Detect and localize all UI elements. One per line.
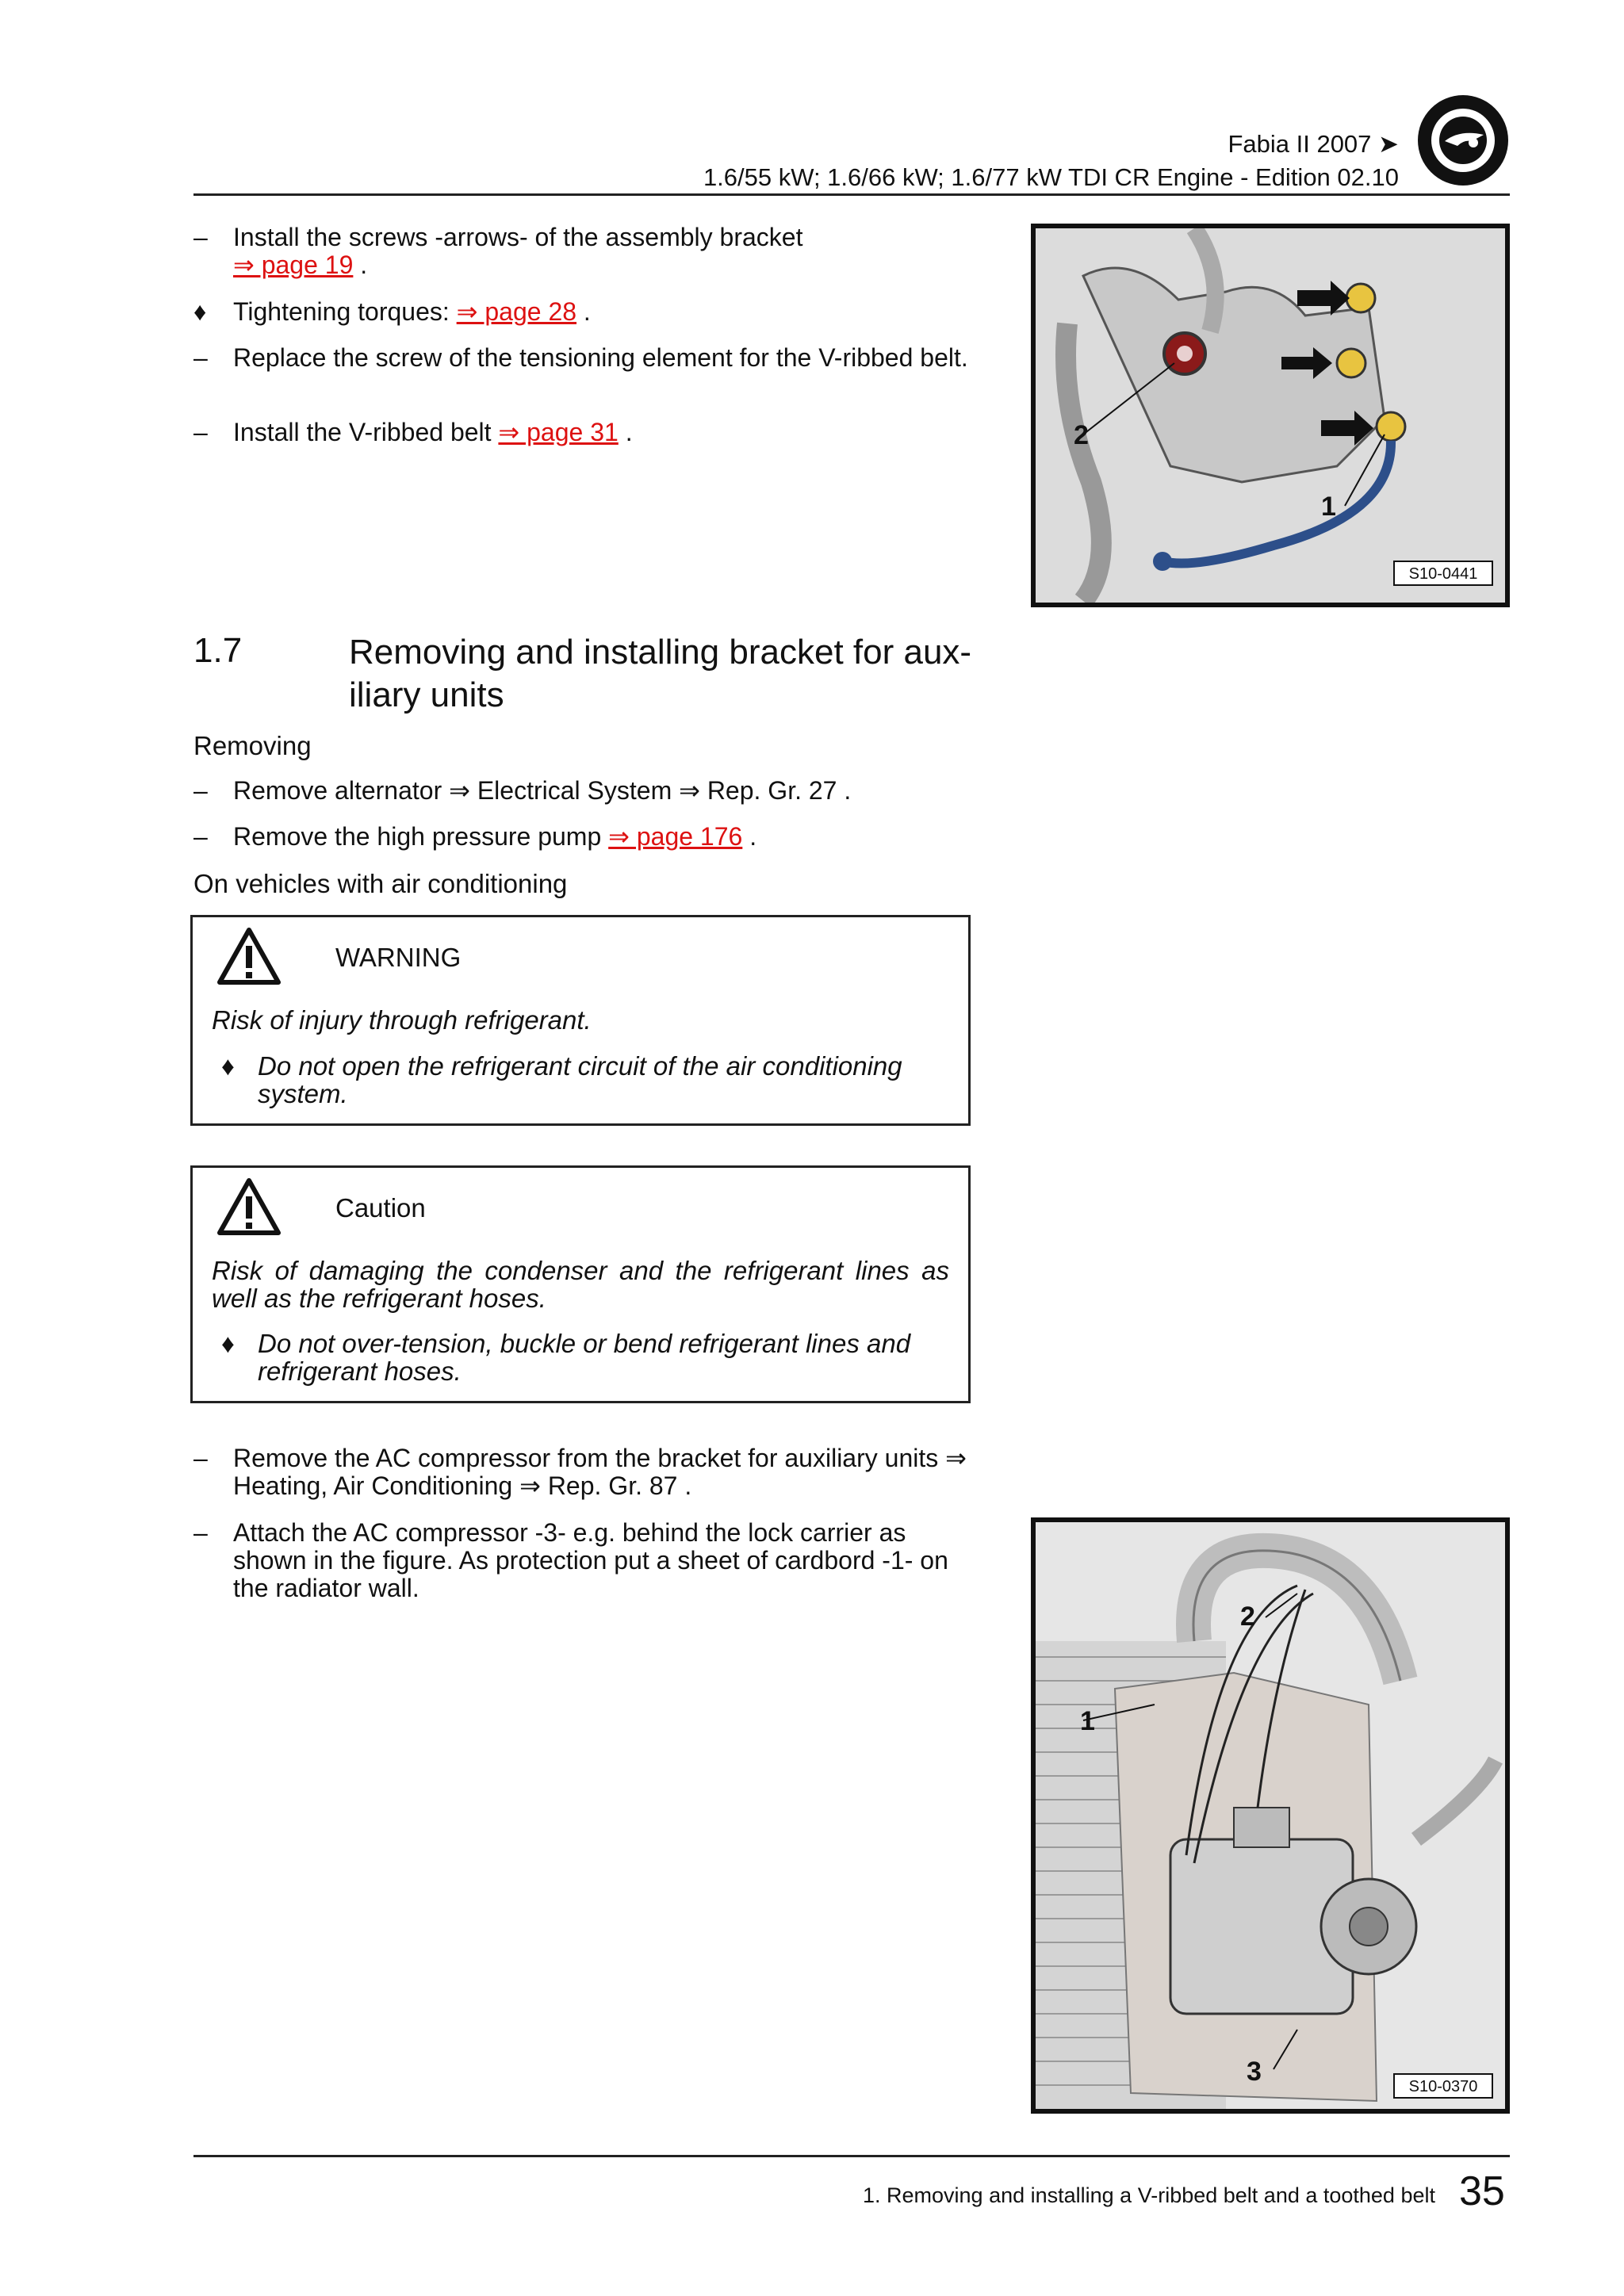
step-remove-pump: – Remove the high pressure pump ⇒ page 176 .	[193, 822, 757, 851]
warning-bullet: Do not open the refrigerant circuit of the air conditioning system.	[258, 1051, 902, 1108]
step-remove-compressor: – Remove the AC compressor from the bracket for auxiliary units ⇒ Heating, Air Conditioning ⇒ Rep. Gr. 87 .	[193, 1444, 967, 1500]
header-vehicle: Fabia II 2007 ➤	[1228, 130, 1399, 158]
fig2-label-3: 3	[1247, 2057, 1262, 2087]
link-page-28[interactable]: ⇒ page 28	[456, 297, 577, 326]
link-page-19[interactable]: ⇒ page 19	[233, 251, 354, 279]
warning-triangle-icon	[216, 927, 282, 985]
engine-bracket-illustration	[1036, 228, 1505, 603]
link-page-176[interactable]: ⇒ page 176	[608, 822, 743, 851]
fig1-label-1: 1	[1321, 492, 1336, 522]
caution-text: Risk of damaging the condenser and the refrigerant lines as well as the refrigerant hoses.	[212, 1256, 949, 1313]
caution-box	[190, 1165, 971, 1403]
warning-title: WARNING	[335, 943, 462, 972]
step-install-screws: – Install the screws -arrows- of the assembly bracket ⇒ page 19 .	[193, 223, 803, 279]
link-page-31[interactable]: ⇒ page 31	[498, 418, 619, 446]
footer-chapter: 1. Removing and installing a V-ribbed belt and a toothed belt	[863, 2183, 1435, 2207]
page-number: 35	[1459, 2168, 1505, 2214]
header-rule	[193, 193, 1510, 196]
warning-bullet-marker: ♦	[221, 1051, 235, 1081]
fig2-code: S10-0370	[1408, 2078, 1478, 2095]
caution-title: Caution	[335, 1193, 426, 1223]
figure-ac-compressor	[1031, 1517, 1510, 2114]
section-number: 1.7	[193, 631, 243, 670]
fig2-label-1: 1	[1080, 1706, 1095, 1736]
ac-compressor-illustration	[1036, 1522, 1505, 2109]
step-replace-screw: – Replace the screw of the tensioning element for the V-ribbed belt.	[193, 343, 968, 372]
header-engine: 1.6/55 kW; 1.6/66 kW; 1.6/77 kW TDI CR Engine - Edition 02.10	[703, 163, 1399, 191]
caution-bullet: Do not over-tension, buckle or bend refrigerant lines and refrigerant hoses.	[258, 1329, 911, 1386]
warning-box	[190, 915, 971, 1126]
warning-text: Risk of injury through refrigerant.	[212, 1005, 592, 1035]
step-attach-compressor: – Attach the AC compressor -3- e.g. behind the lock carrier as shown in the figure. As protection put a sheet of cardbord -1- on the radiator wall.	[193, 1518, 948, 1602]
step-tightening-torques: ♦ Tightening torques: ⇒ page 28 .	[193, 297, 591, 326]
removing-subheading: Removing	[193, 731, 312, 760]
figure-assembly-bracket	[1031, 224, 1510, 607]
step-install-belt: – Install the V-ribbed belt ⇒ page 31 .	[193, 418, 633, 446]
fig1-code: S10-0441	[1408, 565, 1478, 583]
skoda-logo	[1416, 94, 1510, 187]
ac-subheading: On vehicles with air conditioning	[193, 869, 568, 898]
caution-bullet-marker: ♦	[221, 1329, 235, 1358]
fig1-label-2: 2	[1074, 420, 1089, 450]
step-remove-alternator: – Remove alternator ⇒ Electrical System ⇒ Rep. Gr. 27 .	[193, 776, 852, 805]
caution-triangle-icon	[216, 1177, 282, 1236]
fig2-label-2: 2	[1240, 1601, 1255, 1632]
section-title: Removing and installing bracket for aux- iliary units	[349, 633, 972, 714]
footer-rule	[193, 2155, 1510, 2157]
